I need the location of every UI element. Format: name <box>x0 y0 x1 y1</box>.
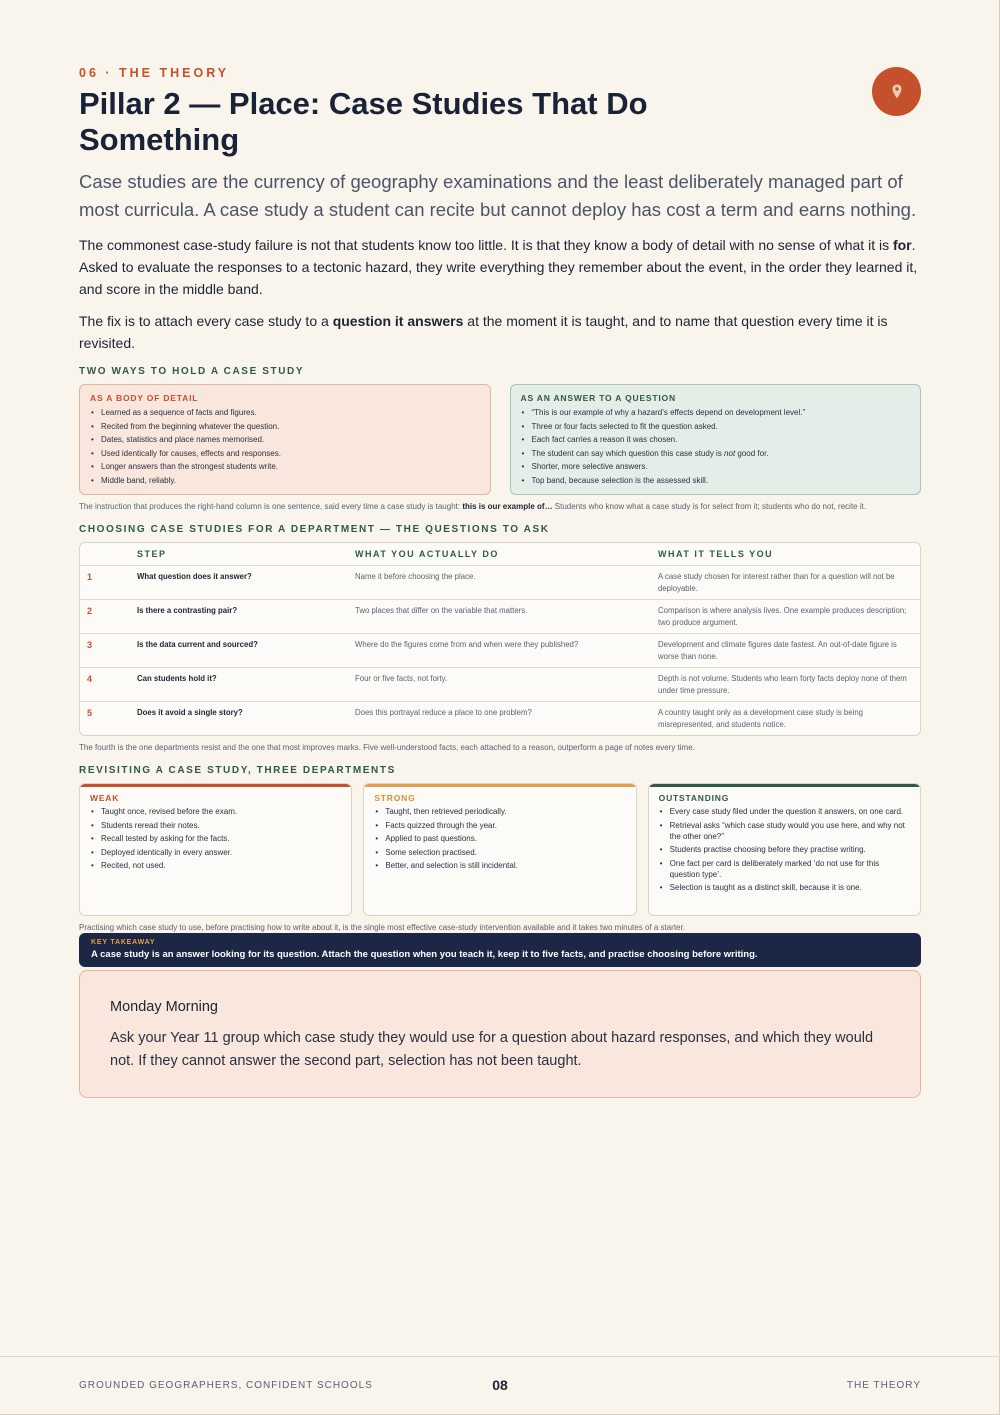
row-result: A case study chosen for interest rather than for a question will not be deployable. <box>658 572 895 593</box>
table-row <box>80 701 920 735</box>
list-item: • Each fact carries a reason it was chosen. <box>521 433 911 447</box>
page-footer <box>0 1356 1000 1414</box>
row-action: Does this portrayal reduce a place to one problem? <box>355 708 532 717</box>
card-label: AS A BODY OF DETAIL <box>90 393 199 403</box>
list-item: • Top band, because selection is the assessed skill. <box>521 474 911 488</box>
card-label: AS AN ANSWER TO A QUESTION <box>520 393 676 403</box>
card-label: WEAK <box>90 793 120 803</box>
list-item: • Recall tested by asking for the facts. <box>90 833 341 844</box>
card-body-of-detail <box>79 384 491 495</box>
list-item: • Used identically for causes, effects and responses. <box>90 447 480 461</box>
row-number: 4 <box>87 674 93 684</box>
section-heading-hold: TWO WAYS TO HOLD A CASE STUDY <box>79 366 305 377</box>
list-item: • Selection is taught as a distinct skill, because it is one. <box>659 882 910 893</box>
takeaway-text: A case study is an answer looking for its question. Attach the question when you teach it, keep it to five facts, and practise choosing before writing. <box>91 949 758 960</box>
row-result: Development and climate figures date fastest. An out-of-date figure is worse than none. <box>658 640 897 661</box>
page-title: Pillar 2 — Place: Case Studies That Do Something <box>79 86 648 157</box>
intro-paragraph-1: The commonest case-study failure is not that students know too little. It is that they know a body of detail with no sense of what it is for. Asked to evaluate the responses to a tectonic hazard, they write everything they remember about the event, in the order they learned it, and score in the middle band. <box>79 237 918 297</box>
row-number: 2 <box>87 606 93 616</box>
row-result: Comparison is where analysis lives. One example produces description; two produce argument. <box>658 606 907 627</box>
card-label: STRONG <box>374 793 416 803</box>
department-comparison <box>79 783 921 916</box>
row-number: 3 <box>87 640 93 650</box>
card-strong <box>363 783 636 916</box>
intro-paragraph-2: The fix is to attach every case study to a question it answers at the moment it is taught, and to name that question every time it is revisited. <box>79 313 888 351</box>
bullet-list <box>659 806 910 893</box>
list-item: • Retrieval asks “which case study would you use here, and why not the other one?” <box>659 820 910 842</box>
list-item: • Recited from the beginning whatever the question. <box>90 420 480 434</box>
card-outstanding <box>648 783 921 916</box>
monday-morning-box <box>79 970 921 1098</box>
page-content <box>79 66 921 1098</box>
row-step: Is the data current and sourced? <box>137 640 258 649</box>
list-item: • Some selection practised. <box>374 847 625 858</box>
list-item: • The student can say which question this case study is not good for. <box>521 447 911 461</box>
key-takeaway-box <box>79 933 921 967</box>
list-item: • Students reread their notes. <box>90 820 341 831</box>
bullet-list <box>90 806 341 871</box>
revisiting-note: Practising which case study to use, before practising how to write about it, is the single most effective case-study intervention available and it takes two minutes of a starter. <box>79 923 685 932</box>
card-answer-to-question <box>510 384 922 495</box>
choosing-note: The fourth is the one departments resist and the one that most improves marks. Five well-understood facts, each attached to a reason, outperform a page of notes every time. <box>79 743 695 752</box>
list-item: • One fact per card is deliberately marked ‘do not use for this question type’. <box>659 858 910 880</box>
list-item: • Facts quizzed through the year. <box>374 820 625 831</box>
row-result: Depth is not volume. Students who learn forty facts deploy none of them under time pressure. <box>658 674 907 695</box>
row-step: What question does it answer? <box>137 572 252 581</box>
table-row <box>80 633 920 667</box>
column-header: WHAT IT TELLS YOU <box>658 549 774 559</box>
list-item: • Taught once, revised before the exam. <box>90 806 341 817</box>
list-item: • Every case study filed under the question it answers, on one card. <box>659 806 910 817</box>
list-item: • Three or four facts selected to fit the question asked. <box>521 420 911 434</box>
table-row <box>80 565 920 599</box>
list-item: • Longer answers than the strongest students write. <box>90 460 480 474</box>
list-item: • Better, and selection is still incidental. <box>374 860 625 871</box>
list-item: • Middle band, reliably. <box>90 474 480 488</box>
monday-text: Ask your Year 11 group which case study they would use for a question about hazard responses, and which they would not. If they cannot answer the second part, selection has not been taught. <box>110 1030 874 1069</box>
column-header: STEP <box>137 549 167 559</box>
row-step: Is there a contrasting pair? <box>137 606 238 615</box>
section-eyebrow: 06 · THE THEORY <box>79 66 230 80</box>
takeaway-label: KEY TAKEAWAY <box>91 939 156 946</box>
list-item: • Students practise choosing before they practise writing. <box>659 844 910 855</box>
table-header-row <box>80 543 920 565</box>
row-action: Four or five facts, not forty. <box>355 674 448 683</box>
row-number: 1 <box>87 572 93 582</box>
row-step: Can students hold it? <box>137 674 217 683</box>
hold-comparison <box>79 384 921 495</box>
row-number: 5 <box>87 708 93 718</box>
section-heading-choosing: CHOOSING CASE STUDIES FOR A DEPARTMENT — THE QUESTIONS TO ASK <box>79 524 550 535</box>
table-row <box>80 667 920 701</box>
choosing-table <box>79 542 921 736</box>
section-heading-revisiting: REVISITING A CASE STUDY, THREE DEPARTMENTS <box>79 765 396 776</box>
monday-title: Monday Morning <box>110 999 218 1015</box>
list-item: • “This is our example of why a hazard’s effects depend on development level.” <box>521 406 911 420</box>
list-item: • Applied to past questions. <box>374 833 625 844</box>
table-row <box>80 599 920 633</box>
footer-publication: GROUNDED GEOGRAPHERS, CONFIDENT SCHOOLS <box>79 1380 373 1391</box>
card-weak <box>79 783 352 916</box>
page-number: 08 <box>492 1377 508 1393</box>
row-step: Does it avoid a single story? <box>137 708 243 717</box>
card-label: OUTSTANDING <box>658 793 730 803</box>
list-item: • Shorter, more selective answers. <box>521 460 911 474</box>
row-action: Where do the figures come from and when were they published? <box>355 640 579 649</box>
footer-section: THE THEORY <box>846 1380 921 1391</box>
lede: Case studies are the currency of geography examinations and the least deliberately managed part of most curricula. A case study a student can recite but cannot deploy has cost a term and earns nothing. <box>79 171 917 220</box>
list-item: • Learned as a sequence of facts and figures. <box>90 406 480 420</box>
column-header: WHAT YOU ACTUALLY DO <box>355 549 499 559</box>
list-item: • Dates, statistics and place names memorised. <box>90 433 480 447</box>
bullet-list <box>374 806 625 871</box>
row-action: Two places that differ on the variable that matters. <box>355 606 528 615</box>
row-result: A country taught only as a development case study is being misrepresented, and students notice. <box>658 708 864 729</box>
hold-note: The instruction that produces the right-hand column is one sentence, said every time a case study is taught: this is our example of… Students who know what a case study is for select from it; students who do not, recite it. <box>79 502 867 511</box>
bullet-list <box>521 406 911 487</box>
row-action: Name it before choosing the place. <box>355 572 476 581</box>
list-item: • Deployed identically in every answer. <box>90 847 341 858</box>
list-item: • Taught, then retrieved periodically. <box>374 806 625 817</box>
bullet-list <box>90 406 480 487</box>
list-item: • Recited, not used. <box>90 860 341 871</box>
